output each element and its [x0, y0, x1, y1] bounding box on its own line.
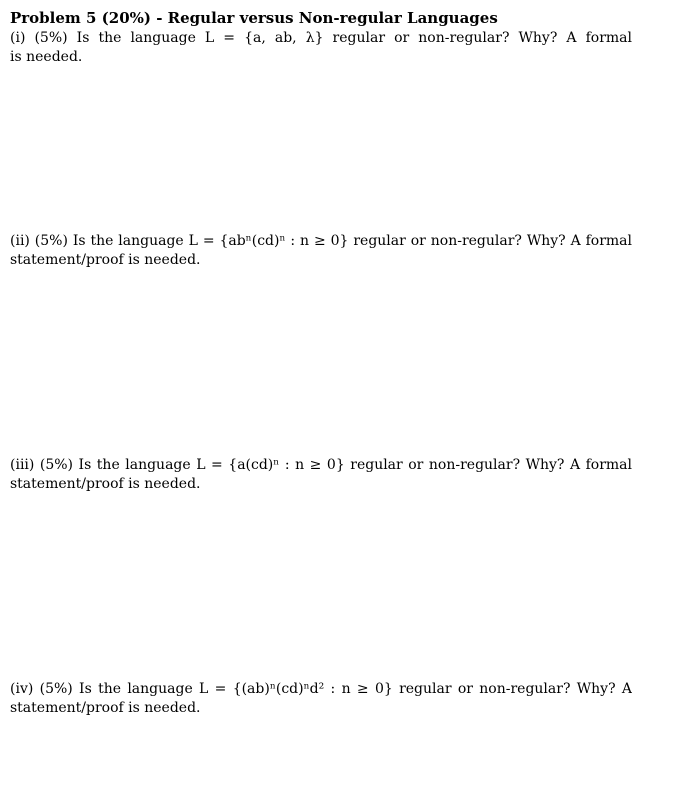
- question-ii-line-2: statement/proof is needed.: [10, 252, 201, 268]
- question-iv-line-2: statement/proof is needed.: [10, 700, 201, 716]
- question-ii-line-1: (ii) (5%) Is the language L = {abⁿ(cd)ⁿ : n ≥ 0} regular or non-regular? Why? A formal: [10, 233, 632, 249]
- question-iii-line-1: (iii) (5%) Is the language L = {a(cd)ⁿ : n ≥ 0} regular or non-regular? Why? A formal: [10, 457, 632, 473]
- question-i-line-1: (i) (5%) Is the language L = {a, ab, λ} regular or non-regular? Why? A formal: [10, 30, 632, 46]
- problem-title: Problem 5 (20%) - Regular versus Non-regular Languages: [10, 9, 498, 27]
- question-i: [10, 29, 632, 67]
- question-iv-line-1: (iv) (5%) Is the language L = {(ab)ⁿ(cd)ⁿd² : n ≥ 0} regular or non-regular? Why? A: [10, 681, 632, 697]
- question-i-line-2: is needed.: [10, 49, 83, 65]
- question-ii: [10, 232, 632, 270]
- question-iii: [10, 456, 632, 494]
- question-iii-line-2: statement/proof is needed.: [10, 476, 201, 492]
- question-iv: [10, 680, 632, 718]
